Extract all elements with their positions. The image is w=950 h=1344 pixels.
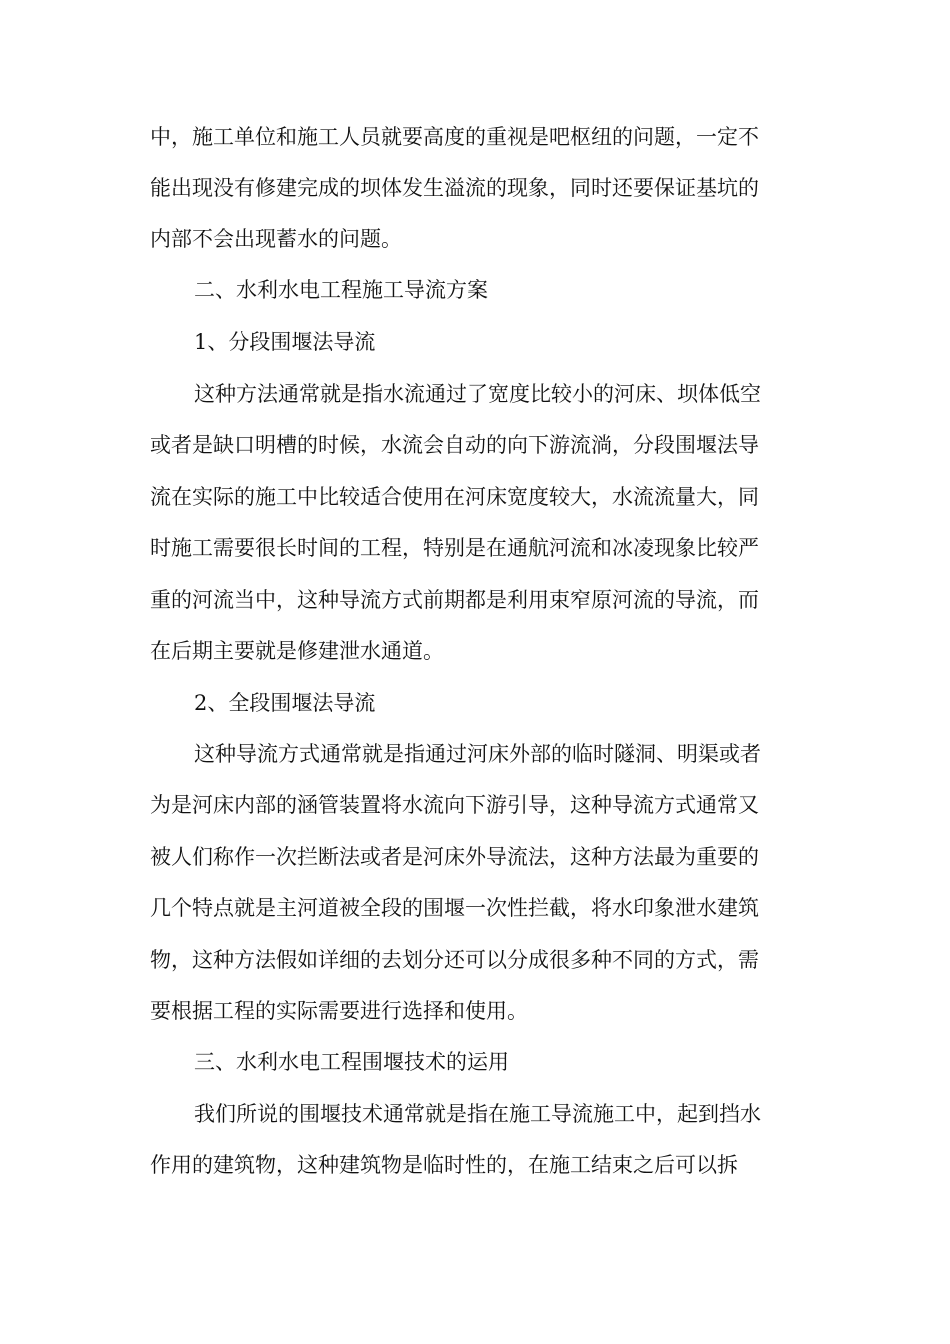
text-line-6: 这种方法通常就是指水流通过了宽度比较小的河床、坝体低空 — [194, 382, 761, 406]
text-line-13: 这种导流方式通常就是指通过河床外部的临时隧洞、明渠或者 — [194, 742, 761, 766]
section-heading-3: 三、水利水电工程围堰技术的运用 — [194, 1050, 509, 1074]
text-line-9: 时施工需要很长时间的工程，特别是在通航河流和冰凌现象比较严 — [150, 536, 759, 560]
text-line-8: 流在实际的施工中比较适合使用在河床宽度较大，水流流量大，同 — [150, 485, 759, 509]
text-line-14: 为是河床内部的涵管装置将水流向下游引导，这种导流方式通常又 — [150, 793, 759, 817]
text-line-21: 作用的建筑物，这种建筑物是临时性的，在施工结束之后可以拆 — [150, 1153, 738, 1177]
text-line-7: 或者是缺口明槽的时候，水流会自动的向下游流淌，分段围堰法导 — [150, 433, 759, 457]
text-line-1: 中，施工单位和施工人员就要高度的重视是吧枢纽的问题，一定不 — [150, 125, 759, 149]
text-line-3: 内部不会出现蓄水的问题。 — [150, 227, 402, 251]
text-line-2: 能出现没有修建完成的坝体发生溢流的现象，同时还要保证基坑的 — [150, 176, 759, 200]
text-line-17: 物，这种方法假如详细的去划分还可以分成很多种不同的方式，需 — [150, 948, 759, 972]
subsection-heading-2: 2、全段围堰法导流 — [194, 691, 376, 715]
subsection-heading-1: 1、分段围堰法导流 — [194, 330, 376, 354]
section-heading-2: 二、水利水电工程施工导流方案 — [194, 278, 488, 302]
text-line-11: 在后期主要就是修建泄水通道。 — [150, 639, 444, 663]
text-line-18: 要根据工程的实际需要进行选择和使用。 — [150, 999, 528, 1023]
text-line-15: 被人们称作一次拦断法或者是河床外导流法，这种方法最为重要的 — [150, 845, 759, 869]
text-line-20: 我们所说的围堰技术通常就是指在施工导流施工中，起到挡水 — [194, 1102, 761, 1126]
text-line-10: 重的河流当中，这种导流方式前期都是利用束窄原河流的导流，而 — [150, 588, 759, 612]
text-line-16: 几个特点就是主河道被全段的围堰一次性拦截，将水印象泄水建筑 — [150, 896, 759, 920]
